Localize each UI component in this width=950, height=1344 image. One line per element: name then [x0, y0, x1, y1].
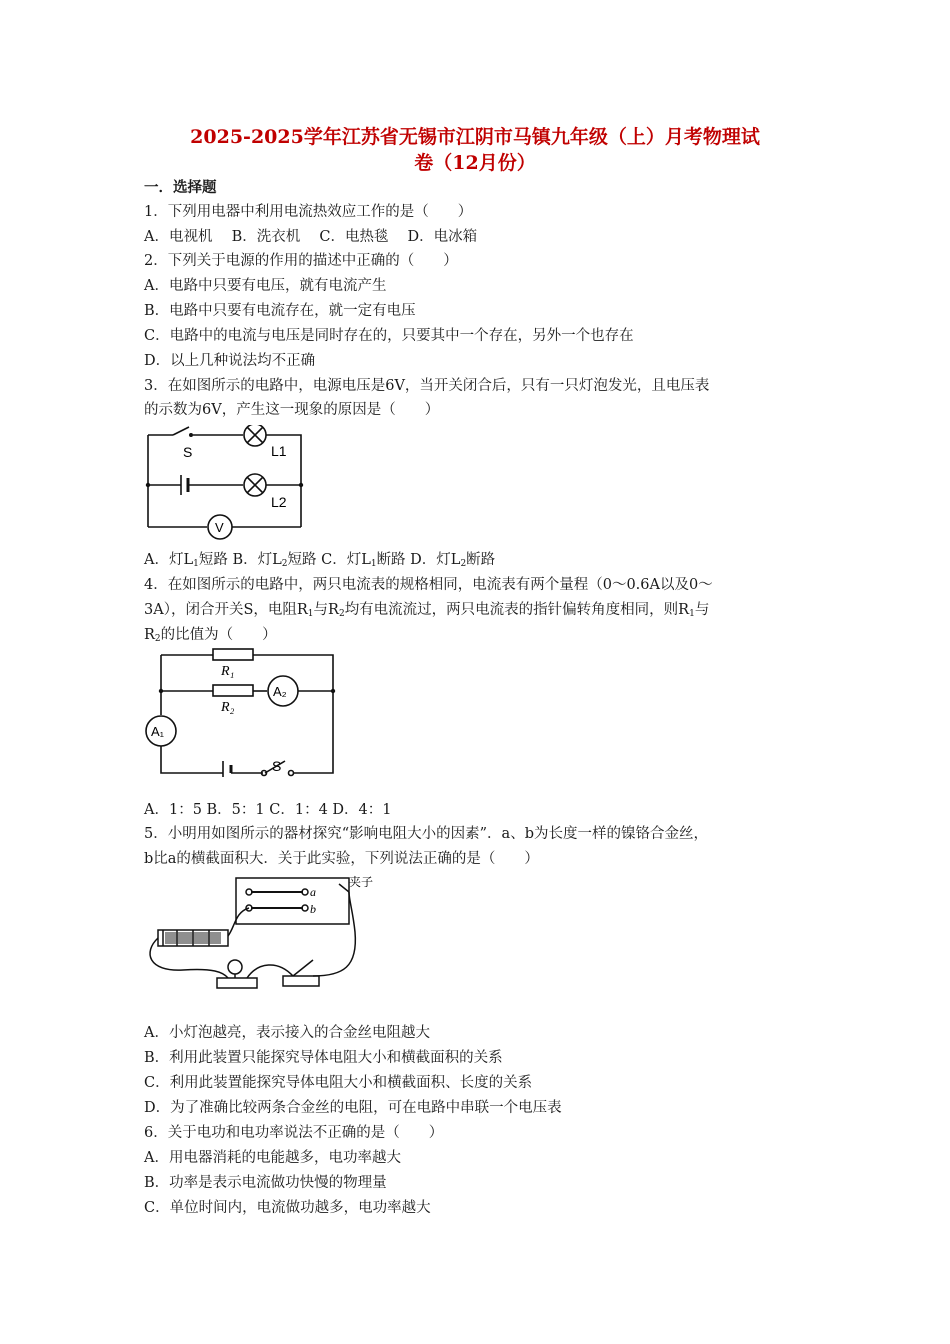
q3-stem-line1: 3．在如图所示的电路中，电源电压是6V，当开关闭合后，只有一只灯泡发光，且电压表 — [144, 378, 710, 394]
q5-option-b: B．利用此装置只能探究导体电阻大小和横截面积的关系 — [144, 1050, 503, 1066]
q4-options: A．1：5 B．5：1 C．1：4 D．4：1 — [144, 802, 392, 818]
q2-stem: 2．下列关于电源的作用的描述中正确的（ ） — [144, 253, 458, 269]
q1-stem: 1．下列用电器中利用电流热效应工作的是（ ） — [144, 204, 473, 220]
q4-label-r2: R₂ — [221, 700, 235, 715]
q2-option-b: B．电路中只要有电流存在，就一定有电压 — [144, 303, 416, 319]
q4-circuit-diagram — [143, 645, 338, 777]
q2-option-a: A．电路中只要有电压，就有电流产生 — [144, 278, 387, 294]
q4-stem-line2: 3A），闭合开关S，电阻$R_1$与$R_2$均有电流流过，两只电流表的指针偏转角度相同，则$R_1$与 — [144, 602, 710, 619]
q3-options: A．灯$L_1$短路 B．灯$L_2$短路 C．灯$L_1$断路 D．灯$L_2$断路 — [144, 552, 496, 569]
q6-option-b: B．功率是表示电流做功快慢的物理量 — [144, 1175, 387, 1191]
q5-option-d: D．为了准确比较两条合金丝的电阻，可在电路中串联一个电压表 — [144, 1100, 562, 1116]
q5-stem-line1: 5．小明用如图所示的器材探究“影响电阻大小的因素”．a、b为长度一样的镍铬合金丝， — [144, 826, 708, 842]
doc-title-line1: 2025-2025学年江苏省无锡市江阴市马镇九年级（上）月考物理试 — [190, 126, 760, 148]
q4-stem-line3: $R_2$的比值为（ ） — [144, 627, 277, 644]
q4-label-s: S — [272, 758, 282, 774]
q2-option-c: C．电路中的电流与电压是同时存在的，只要其中一个存在，另外一个也存在 — [144, 328, 634, 344]
q2-option-d: D．以上几种说法均不正确 — [144, 353, 316, 369]
q6-stem: 6．关于电功和电功率说法不正确的是（ ） — [144, 1125, 444, 1141]
q5-option-c: C．利用此装置能探究导体电阻大小和横截面积、长度的关系 — [144, 1075, 533, 1091]
q3-label-l2: L2 — [271, 494, 287, 510]
q5-option-a: A．小灯泡越亮，表示接入的合金丝电阻越大 — [144, 1025, 430, 1041]
q4-stem-line1: 4．在如图所示的电路中，两只电流表的规格相同，电流表有两个量程（0～0.6A以及0～ — [144, 577, 713, 593]
q5-stem-line2: b比a的横截面积大．关于此实验，下列说法正确的是（ ） — [144, 851, 539, 867]
q5-label-a: a — [310, 885, 316, 899]
q5-apparatus-diagram — [143, 872, 383, 1002]
q5-label-clip: 夹子 — [349, 875, 374, 889]
q6-option-c: C．单位时间内，电流做功越多，电功率越大 — [144, 1200, 431, 1216]
doc-title-line2: 卷（12月份） — [414, 152, 536, 174]
q5-label-b: b — [310, 902, 316, 916]
q4-label-r1: R₁ — [221, 664, 235, 679]
q4-label-a2: A₂ — [273, 684, 287, 699]
q1-options: A．电视机 B．洗衣机 C．电热毯 D．电冰箱 — [144, 229, 478, 245]
q3-label-s: S — [183, 444, 193, 460]
q3-stem-line2: 的示数为6V，产生这一现象的原因是（ ） — [144, 402, 440, 418]
q3-label-l1: L1 — [271, 443, 287, 459]
q4-label-a1: A₁ — [151, 724, 165, 739]
q3-label-v: V — [215, 520, 224, 535]
section-heading: 一．选择题 — [144, 179, 217, 196]
q3-circuit-diagram — [143, 425, 308, 540]
q6-option-a: A．用电器消耗的电能越多，电功率越大 — [144, 1150, 401, 1166]
